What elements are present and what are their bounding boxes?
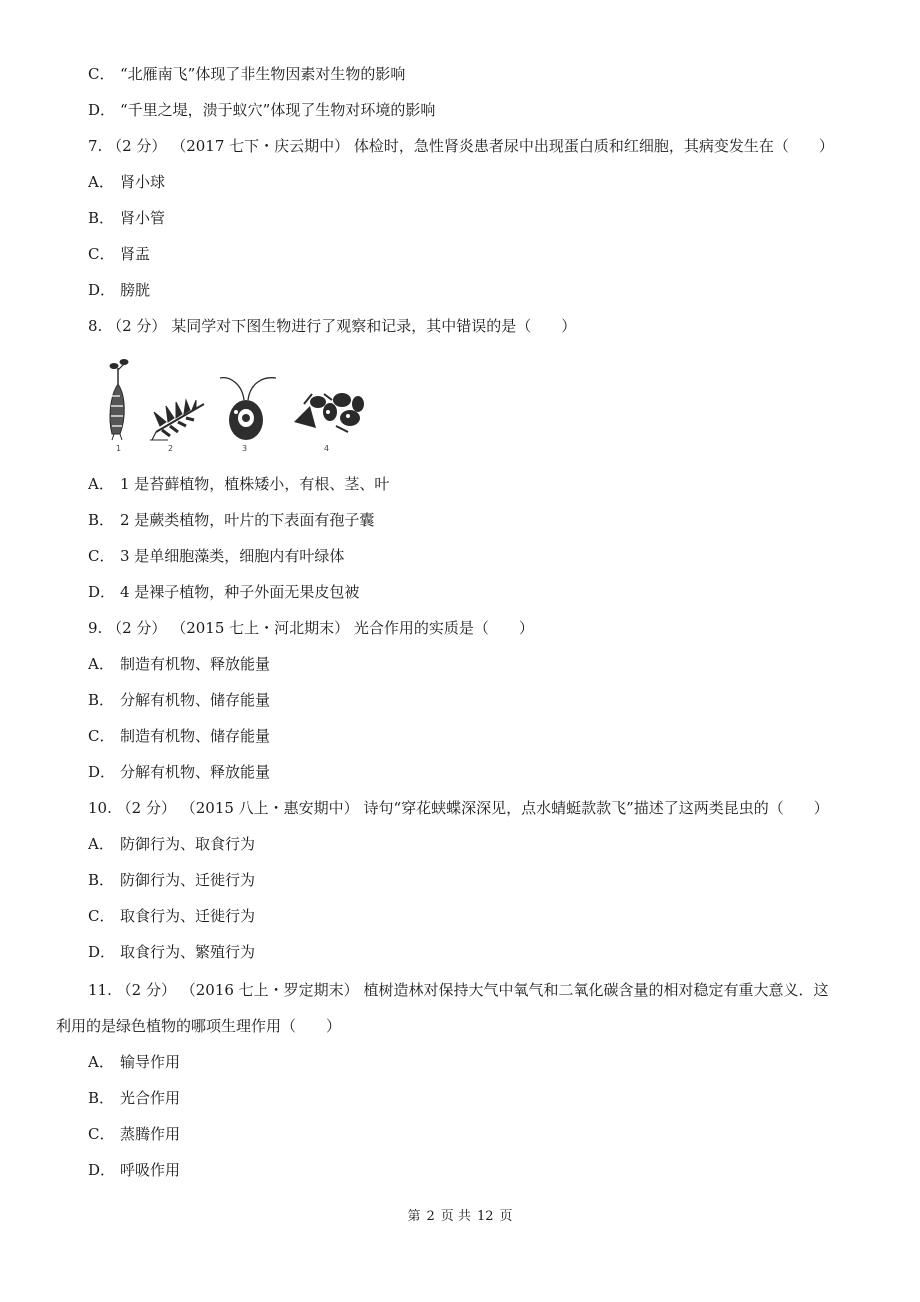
q8-option-b	[88, 510, 374, 530]
question-source: （2016 七上・罗定期末）	[180, 981, 359, 999]
option-letter: D．	[88, 101, 116, 119]
question-text: 某同学对下图生物进行了观察和记录，其中错误的是（ ）	[171, 317, 577, 335]
footer-page-number: 2	[426, 1209, 435, 1224]
question-11-stem	[88, 980, 828, 1000]
question-7-stem	[88, 136, 834, 156]
option-text: 防御行为、取食行为	[120, 835, 256, 853]
page-footer	[0, 1208, 920, 1226]
option-text: 3 是单细胞藻类，细胞内有叶绿体	[120, 547, 345, 565]
option-text: 肾小球	[120, 173, 166, 191]
question-score: （2 分）	[107, 137, 167, 155]
question-number: 7.	[88, 137, 103, 155]
footer-total-pages: 12	[476, 1209, 494, 1224]
figure-label: 1	[116, 444, 122, 452]
option-letter: C．	[88, 547, 115, 565]
question-source: （2015 七上・河北期末）	[171, 619, 350, 637]
option-letter: D．	[88, 583, 116, 601]
q7-option-d	[88, 280, 150, 300]
question-text: 光合作用的实质是（ ）	[353, 619, 534, 637]
option-letter: A．	[88, 173, 114, 191]
single-cell-alga-illustration	[220, 378, 276, 440]
q8-option-a	[88, 474, 389, 494]
footer-suffix: 页	[499, 1209, 513, 1224]
option-d	[88, 100, 435, 120]
option-text: 防御行为、迁徙行为	[120, 871, 256, 889]
option-c	[88, 64, 405, 84]
option-letter: A．	[88, 655, 114, 673]
option-letter: B．	[88, 1089, 115, 1107]
q10-option-c	[88, 906, 255, 926]
option-text: 呼吸作用	[120, 1161, 181, 1179]
option-text: 分解有机物、释放能量	[120, 763, 271, 781]
question-text: 植树造林对保持大气中氧气和二氧化碳含量的相对稳定有重大意义．这	[363, 981, 829, 999]
option-letter: C．	[88, 65, 115, 83]
q7-option-a	[88, 172, 165, 192]
q7-option-b	[88, 208, 165, 228]
question-number: 8.	[88, 317, 103, 335]
question-score: （2 分）	[116, 799, 176, 817]
footer-prefix: 第	[407, 1209, 421, 1224]
gymnosperm-illustration	[294, 393, 364, 432]
option-letter: A．	[88, 1053, 114, 1071]
option-letter: A．	[88, 835, 114, 853]
option-text: 2 是蕨类植物，叶片的下表面有孢子囊	[120, 511, 375, 529]
question-number: 10.	[88, 799, 112, 817]
option-letter: B．	[88, 691, 115, 709]
option-text: 制造有机物、释放能量	[120, 655, 271, 673]
q10-option-d	[88, 942, 255, 962]
option-letter: C．	[88, 245, 115, 263]
option-text: 取食行为、繁殖行为	[120, 943, 256, 961]
question-text: 诗句“穿花蛱蝶深深见，点水蜻蜓款款飞”描述了这两类昆虫的（ ）	[363, 799, 829, 817]
question-number: 11.	[88, 981, 112, 999]
footer-middle: 页 共	[440, 1209, 471, 1224]
option-letter: D．	[88, 763, 116, 781]
option-letter: D．	[88, 1161, 116, 1179]
q10-option-b	[88, 870, 255, 890]
figure-label: 3	[242, 444, 248, 452]
question-text-continued: 利用的是绿色植物的哪项生理作用（ ）	[56, 1017, 342, 1035]
option-text: 取食行为、迁徙行为	[120, 907, 256, 925]
question-score: （2 分）	[107, 619, 167, 637]
option-letter: C．	[88, 1125, 115, 1143]
question-source: （2015 八上・惠安期中）	[180, 799, 359, 817]
figure-label: 4	[324, 444, 330, 452]
q9-option-b	[88, 690, 270, 710]
question-9-stem	[88, 618, 534, 638]
option-text: 4 是裸子植物，种子外面无果皮包被	[120, 583, 360, 601]
question-text: 体检时，急性肾炎患者尿中出现蛋白质和红细胞，其病变发生在（ ）	[353, 137, 834, 155]
question-number: 9.	[88, 619, 103, 637]
option-text: 1 是苔藓植物，植株矮小，有根、茎、叶	[120, 475, 390, 493]
q11-option-a	[88, 1052, 180, 1072]
option-letter: C．	[88, 727, 115, 745]
q9-option-d	[88, 762, 270, 782]
moss-illustration	[110, 360, 128, 441]
question-8-stem	[88, 316, 576, 336]
question-10-stem	[88, 798, 829, 818]
organisms-figure	[96, 356, 376, 452]
option-text: 分解有机物、储存能量	[120, 691, 271, 709]
option-text: 蒸腾作用	[120, 1125, 181, 1143]
question-score: （2 分）	[107, 317, 167, 335]
option-text: 肾小管	[120, 209, 166, 227]
q7-option-c	[88, 244, 150, 264]
q11-option-c	[88, 1124, 180, 1144]
fern-illustration	[150, 400, 204, 440]
option-text: 制造有机物、储存能量	[120, 727, 271, 745]
figure-label: 2	[168, 444, 174, 452]
question-11-stem-continued	[56, 1016, 341, 1036]
option-letter: A．	[88, 475, 114, 493]
q11-option-d	[88, 1160, 180, 1180]
option-letter: D．	[88, 943, 116, 961]
option-text: 肾盂	[120, 245, 151, 263]
q10-option-a	[88, 834, 255, 854]
option-text: 膀胱	[120, 281, 151, 299]
option-text: “北雁南飞”体现了非生物因素对生物的影响	[120, 65, 406, 83]
option-text: 光合作用	[120, 1089, 181, 1107]
q9-option-a	[88, 654, 270, 674]
option-text: 输导作用	[120, 1053, 181, 1071]
option-letter: B．	[88, 209, 115, 227]
question-source: （2017 七下・庆云期中）	[171, 137, 350, 155]
option-text: “千里之堤，溃于蚁穴”体现了生物对环境的影响	[120, 101, 436, 119]
option-letter: B．	[88, 511, 115, 529]
q8-option-c	[88, 546, 344, 566]
q11-option-b	[88, 1088, 180, 1108]
q9-option-c	[88, 726, 270, 746]
q8-option-d	[88, 582, 359, 602]
option-letter: B．	[88, 871, 115, 889]
question-score: （2 分）	[116, 981, 176, 999]
option-letter: C．	[88, 907, 115, 925]
option-letter: D．	[88, 281, 116, 299]
